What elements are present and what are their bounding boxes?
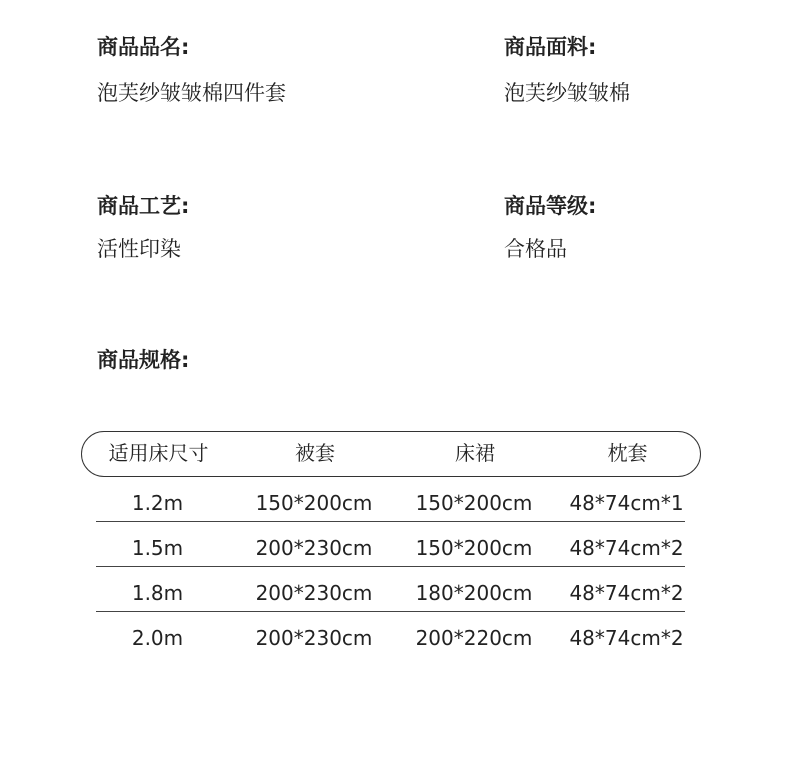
cell-pillowcase: 48*74cm*1: [569, 491, 684, 515]
product-grade-label: 商品等级:: [504, 194, 597, 218]
table-row: [81, 477, 701, 522]
table-row: [81, 567, 701, 612]
product-name-label: 商品品名:: [97, 35, 190, 59]
product-craft-value: 活性印染: [97, 237, 181, 261]
table-row: [81, 612, 701, 657]
cell-duvet-cover: 200*230cm: [255, 626, 373, 650]
product-material-value: 泡芙纱皱皱棉: [504, 81, 630, 105]
header-pillowcase: 枕套: [607, 441, 648, 465]
size-table-body: [81, 477, 701, 657]
size-table: [81, 431, 701, 657]
header-duvet-cover: 被套: [295, 441, 335, 465]
cell-bed-size: 1.8m: [131, 581, 184, 605]
product-material-label: 商品面料:: [504, 35, 597, 59]
cell-bed-skirt: 150*200cm: [415, 536, 533, 560]
cell-duvet-cover: 150*200cm: [255, 491, 373, 515]
cell-duvet-cover: 200*230cm: [255, 581, 373, 605]
product-spec-field: [97, 346, 189, 374]
cell-pillowcase: 48*74cm*2: [569, 626, 684, 650]
header-bed-skirt: 床裙: [455, 441, 495, 465]
product-craft-field: [97, 192, 189, 263]
product-spec-label: 商品规格:: [97, 348, 190, 372]
product-material-field: [504, 33, 630, 107]
cell-duvet-cover: 200*230cm: [255, 536, 373, 560]
size-table-header: [81, 431, 701, 477]
cell-bed-size: 1.2m: [131, 491, 184, 515]
cell-bed-skirt: 150*200cm: [415, 491, 533, 515]
product-name-value: 泡芙纱皱皱棉四件套: [97, 81, 286, 105]
product-grade-value: 合格品: [504, 237, 567, 261]
cell-bed-skirt: 180*200cm: [415, 581, 533, 605]
cell-pillowcase: 48*74cm*2: [569, 536, 684, 560]
cell-bed-size: 2.0m: [131, 626, 184, 650]
product-craft-label: 商品工艺:: [97, 194, 190, 218]
header-bed-size: 适用床尺寸: [108, 441, 209, 465]
table-row: [81, 522, 701, 567]
product-name-field: [97, 33, 286, 107]
cell-bed-size: 1.5m: [131, 536, 184, 560]
cell-pillowcase: 48*74cm*2: [569, 581, 684, 605]
product-grade-field: [504, 192, 596, 263]
cell-bed-skirt: 200*220cm: [415, 626, 533, 650]
